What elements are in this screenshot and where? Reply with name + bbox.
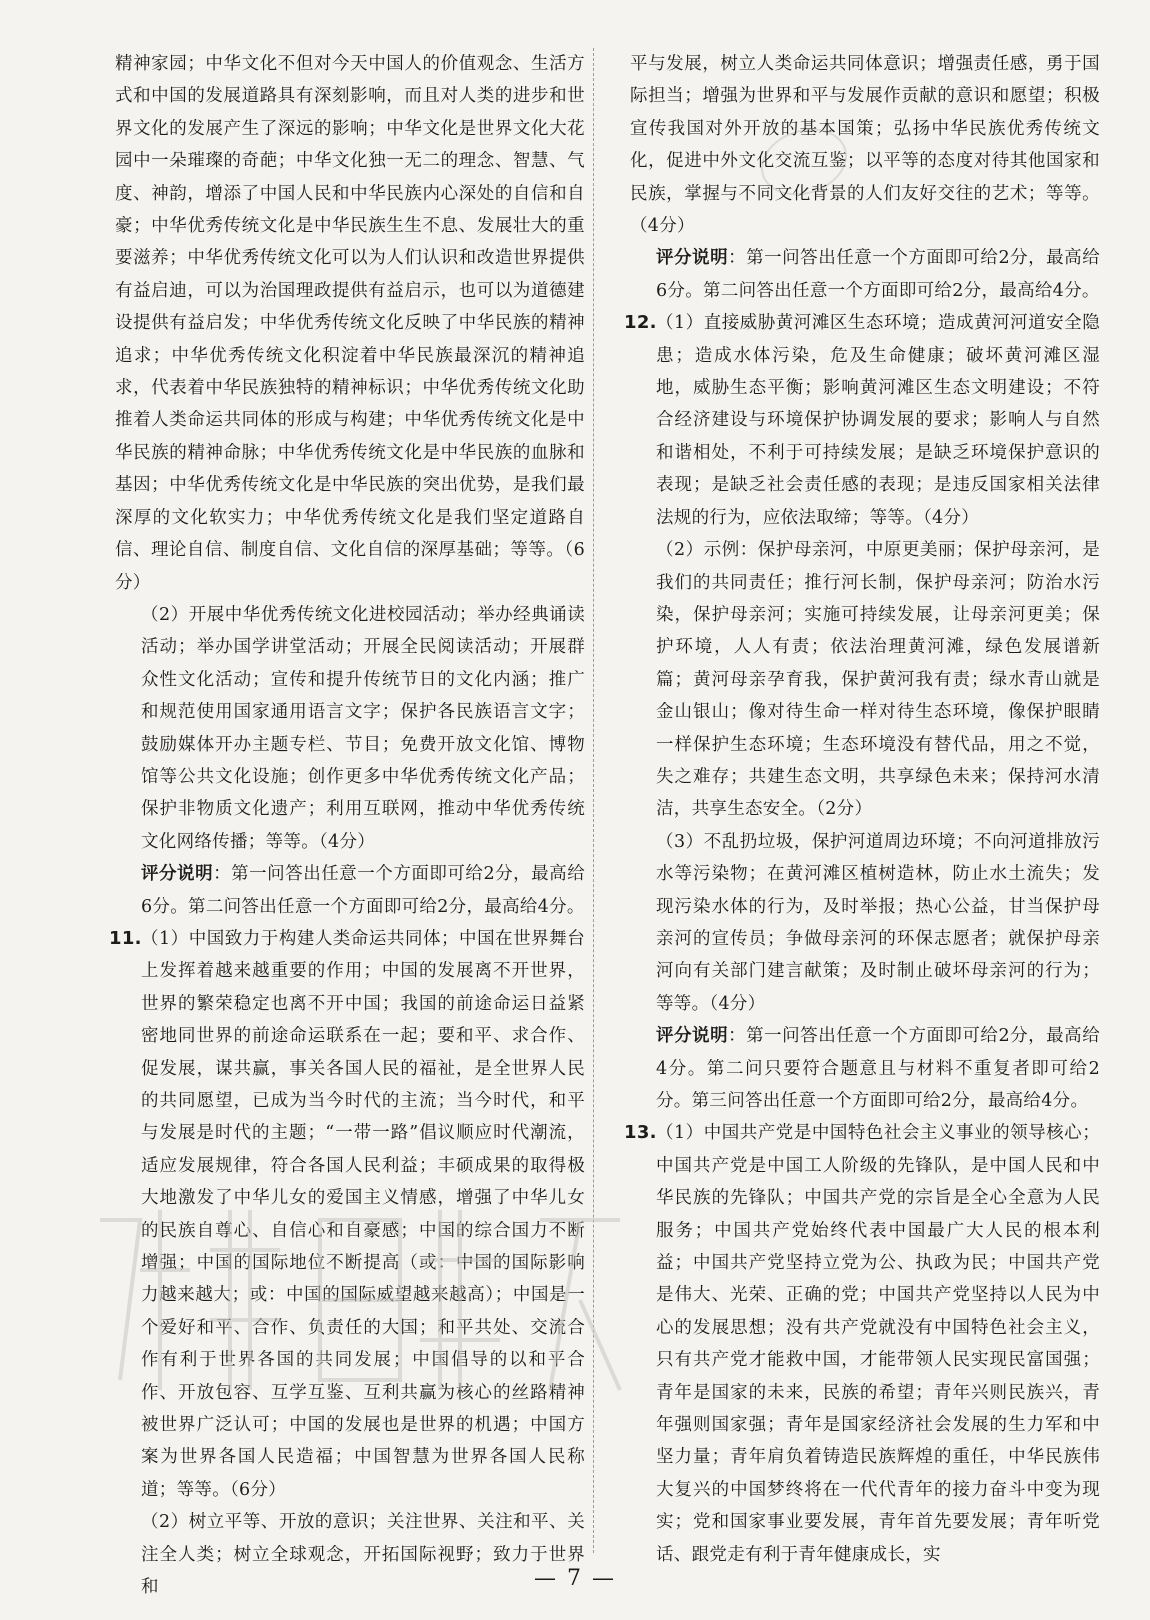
scoring-note-text: ：第一问答出任意一个方面即可给2分，最高给6分。第二问答出任意一个方面即可给2分，最高给4分。 xyxy=(656,248,1100,301)
column-divider xyxy=(593,48,594,1553)
question-12 xyxy=(624,307,1100,1117)
question-number: 12. xyxy=(624,312,657,334)
scoring-note-label: 评分说明 xyxy=(656,248,729,269)
scoring-note-label: 评分说明 xyxy=(141,864,214,885)
scoring-note xyxy=(630,242,1100,307)
scoring-note xyxy=(656,1020,1100,1117)
right-column xyxy=(624,48,1100,1571)
q11-part2-continued: 平与发展，树立人类命运共同体意识；增强责任感，勇于国际担当；增强为世界和平与发展作贡献的意识和愿望；积极宣传我国对外开放的基本国策；弘扬中华民族优秀传统文化，促进中外文化交流互鉴；以平等的态度对待其他国家和民族，掌握与不同文化背景的人们友好交往的艺术；等等。（4分） xyxy=(630,54,1100,237)
culture-paragraph: 精神家园；中华文化不但对今天中国人的价值观念、生活方式和中国的发展道路具有深刻影响，而且对人类的进步和世界文化的发展产生了深远的影响；中华文化是世界文化大花园中一朵璀璨的奇葩；中华文化独一无二的理念、智慧、气度、神韵，增添了中国人民和中华民族内心深处的自信和自豪；中华优秀传统文化是中华民族生生不息、发展壮大的重要滋养；中华优秀传统文化可以为人们认识和改造世界提供有益启迪，可以为治国理政提供有益启示，也可以为道德建设提供有益启发；中华优秀传统文化反映了中华民族的精神追求；中华优秀传统文化积淀着中华民族最深沉的精神追求，代表着中华民族独特的精神标识；中华优秀传统文化助推着人类命运共同体的形成与构建；中华优秀传统文化是中华民族的精神命脉；中华优秀传统文化是中华民族的血脉和基因；中华优秀传统文化是中华民族的突出优势，是我们最深厚的文化软实力；中华优秀传统文化是我们坚定道路自信、理论自信、制度自信、文化自信的深厚基础；等等。（6分） xyxy=(115,54,585,593)
question-11 xyxy=(109,923,585,1604)
question-number: 11. xyxy=(109,927,142,949)
scoring-note-text: ：第一问答出任意一个方面即可给2分，最高给6分。第二问答出任意一个方面即可给2分，最高给4分。 xyxy=(141,864,585,917)
scoring-note-text: ：第一问答出任意一个方面即可给2分，最高给4分。第二问只要符合题意且与材料不重复者即可给2分。第三问答出任意一个方面即可给2分，最高给4分。 xyxy=(656,1026,1100,1111)
q12-part2-answer: （2）示例：保护母亲河，中原更美丽；保护母亲河，是我们的共同责任；推行河长制，保护母亲河；防治水污染，保护母亲河；实施可持续发展，让母亲河更美；保护环境，人人有责；依法治理黄河滩，绿色发展谱新篇；黄河母亲孕育我，保护黄河我有责；绿水青山就是金山银山；像对待生命一样对待生态环境，像保护眼睛一样保护生态环境；生态环境没有替代品，用之不觉，失之难存；共建生态文明，共享绿色未来；保持河水清洁，共享生态安全。（2分） xyxy=(656,540,1100,820)
question-number: 13. xyxy=(624,1122,657,1144)
page-number: — 7 — xyxy=(534,1566,616,1591)
q12-part3-answer: （3）不乱扔垃圾，保护河道周边环境；不向河道排放污水等污染物；在黄河滩区植树造林，防止水土流失；发现污染水体的行为，及时举报；热心公益，甘当保护母亲河的宣传员；争做母亲河的环保志愿者；就保护母亲河向有关部门建言献策；及时制止破坏母亲河的行为；等等。（4分） xyxy=(656,831,1100,1014)
question-13 xyxy=(624,1117,1100,1571)
q13-part1-answer: （1）中国共产党是中国特色社会主义事业的领导核心；中国共产党是中国工人阶级的先锋队，是中国人民和中华民族的先锋队；中国共产党的宗旨是全心全意为人民服务；中国共产党始终代表中国最广大人民的根本利益；中国共产党坚持立党为公、执政为民；中国共产党是伟大、光荣、正确的党；中国共产党坚持以人民为中心的发展思想；没有共产党就没有中国特色社会主义，只有共产党才能救中国，才能带领人民实现民富国强；青年是国家的未来，民族的希望；青年兴则民族兴，青年强则国家强；青年是国家经济社会发展的生力军和中坚力量；青年肩负着铸造民族辉煌的重任，中华民族伟大复兴的中国梦终将在一代代青年的接力奋斗中变为现实；党和国家事业要发展，青年首先要发展；青年听党话、跟党走有利于青年健康成长，实 xyxy=(656,1123,1100,1565)
left-column xyxy=(109,48,585,1604)
scoring-note xyxy=(115,858,585,923)
scoring-note-label: 评分说明 xyxy=(656,1026,729,1047)
q10-part2-answer: （2）开展中华优秀传统文化进校园活动；举办经典诵读活动；举办国学讲堂活动；开展全民阅读活动；开展群众性文化活动；宣传和提升传统节日的文化内涵；推广和规范使用国家通用语言文字；保护各民族语言文字；鼓励媒体开办主题专栏、节目；免费开放文化馆、博物馆等公共文化设施；创作更多中华优秀传统文化产品；保护非物质文化遗产；利用互联网，推动中华优秀传统文化网络传播；等等。（4分） xyxy=(141,604,585,852)
q11-part2-answer: （2）树立平等、开放的意识；关注世界、关注和平、关注全人类；树立全球观念，开拓国际视野；致力于世界和 xyxy=(141,1512,585,1598)
q11-part1-answer: （1）中国致力于构建人类命运共同体；中国在世界舞台上发挥着越来越重要的作用；中国的发展离不开世界，世界的繁荣稳定也离不开中国；我国的前途命运日益紧密地同世界的前途命运联系在一起；要和平、求合作、促发展，谋共赢，事关各国人民的福祉，是全世界人民的共同愿望，已成为当今时代的主流；当今时代，和平与发展是时代的主题；“一带一路”倡议顺应时代潮流，适应发展规律，符合各国人民利益；丰硕成果的取得极大地激发了中华儿女的爱国主义情感，增强了中华儿女的民族自尊心、自信心和自豪感；中国的综合国力不断增强；中国的国际地位不断提高（或：中国的国际影响力越来越大；或：中国的国际威望越来越高）；中国是一个爱好和平、合作、负责任的大国；和平共处、交流合作有利于世界各国的共同发展；中国倡导的以和平合作、开放包容、互学互鉴、互利共赢为核心的丝路精神被世界广泛认可；中国的发展也是世界的机遇；中国方案为世界各国人民造福；中国智慧为世界各国人民称道；等等。（6分） xyxy=(141,928,585,1500)
q12-part1-answer: （1）直接威胁黄河滩区生态环境；造成黄河河道安全隐患；造成水体污染，危及生命健康；破坏黄河滩区湿地，威胁生态平衡；影响黄河滩区生态文明建设；不符合经济建设与环境保护协调发展的要求；影响人与自然和谐相处，不利于可持续发展；是缺乏环境保护意识的表现；是缺乏社会责任感的表现；是违反国家相关法律法规的行为，应依法取缔；等等。（4分） xyxy=(656,313,1100,528)
